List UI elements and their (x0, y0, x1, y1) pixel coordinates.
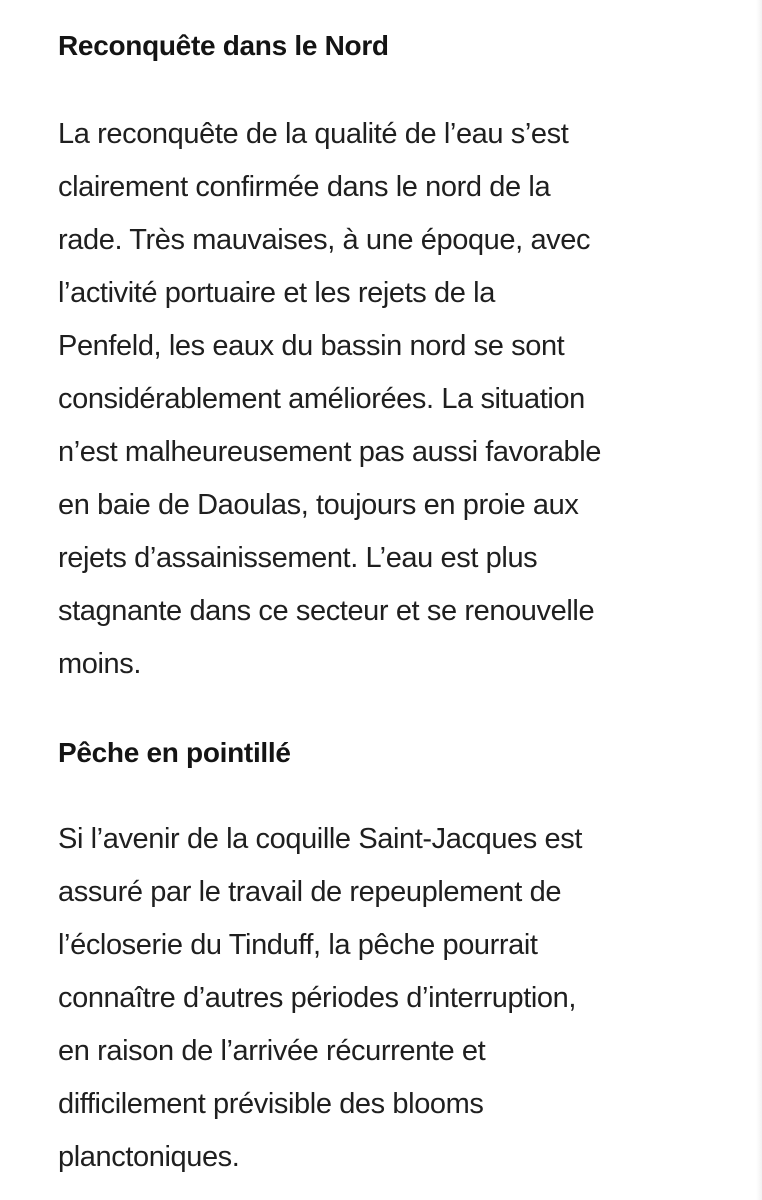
paragraph-line: en baie de Daoulas, toujours en proie aux (58, 489, 579, 521)
paragraph-line: Penfeld, les eaux du bassin nord se sont (58, 330, 565, 362)
section-paragraph-reconquete (58, 108, 738, 691)
paragraph-line: moins. (58, 648, 142, 680)
paragraph-line: connaître d’autres périodes d’interruption, (58, 982, 577, 1014)
paragraph-line: rejets d’assainissement. L’eau est plus (58, 542, 538, 574)
paragraph-line: l’écloserie du Tinduff, la pêche pourrait (58, 929, 538, 961)
section-heading-reconquete: Reconquête dans le Nord (58, 30, 389, 61)
paragraph-line: considérablement améliorées. La situation (58, 383, 585, 415)
paragraph-line: clairement confirmée dans le nord de la (58, 171, 551, 203)
paragraph-line: en raison de l’arrivée récurrente et (58, 1035, 486, 1067)
paragraph-line: rade. Très mauvaises, à une époque, avec (58, 224, 591, 256)
paragraph-line: n’est malheureusement pas aussi favorable (58, 436, 601, 468)
paragraph-line: La reconquête de la qualité de l’eau s’est (58, 118, 569, 150)
paragraph-line: assuré par le travail de repeuplement de (58, 876, 562, 908)
section-heading-peche: Pêche en pointillé (58, 737, 291, 768)
section-paragraph-peche (58, 813, 738, 1184)
paragraph-line: stagnante dans ce secteur et se renouvelle (58, 595, 595, 627)
paragraph-line: difficilement prévisible des blooms (58, 1088, 484, 1120)
paragraph-line: Si l’avenir de la coquille Saint-Jacques est (58, 823, 583, 855)
paragraph-line: planctoniques. (58, 1141, 240, 1173)
paragraph-line: l’activité portuaire et les rejets de la (58, 277, 495, 309)
page-edge-shadow (756, 0, 762, 1200)
